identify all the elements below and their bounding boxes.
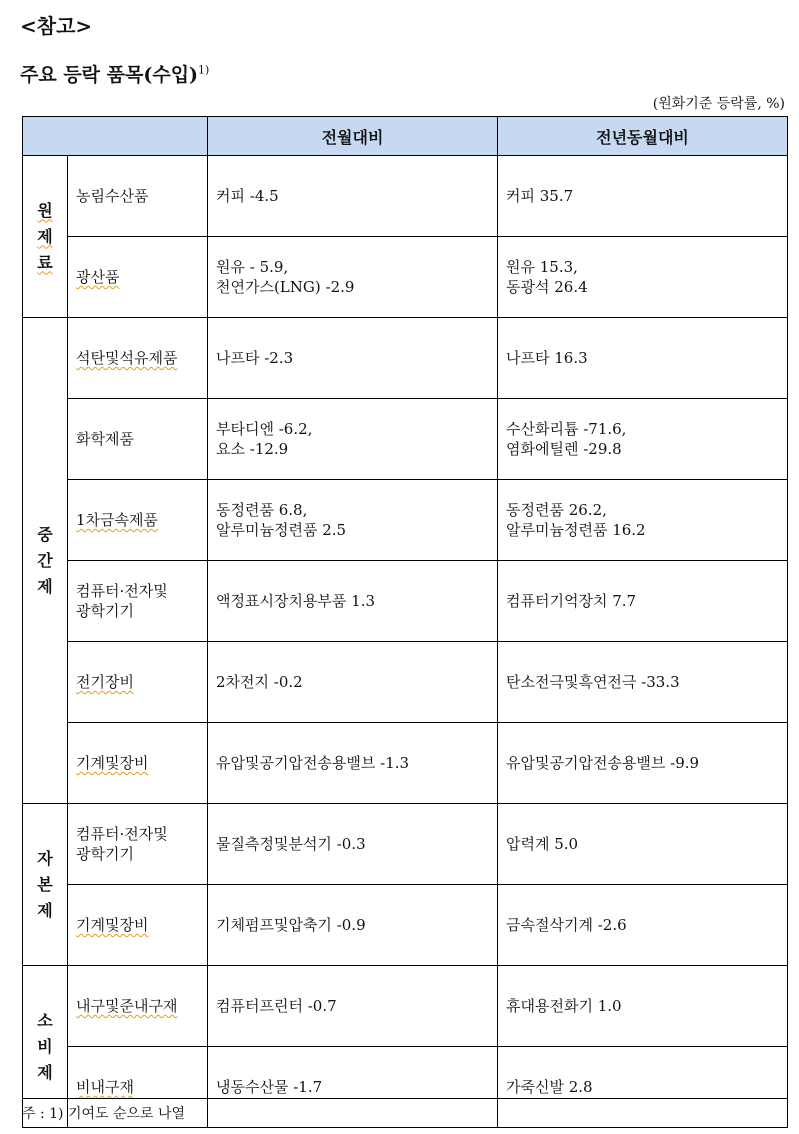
yoy-value: 압력계 5.0 xyxy=(506,835,579,853)
table-header-row xyxy=(23,117,788,156)
item-cell xyxy=(68,885,208,966)
mom-value: 유압및공기압전송용밸브 -1.3 xyxy=(216,754,410,772)
header-mom: 전월대비 xyxy=(208,117,498,156)
yoy-value: 가죽신발 2.8 xyxy=(506,1078,593,1096)
table-row xyxy=(23,966,788,1047)
item-label: 컴퓨터·전자및 광학기기 xyxy=(76,825,168,863)
mom-value: 액정표시장치용부품 1.3 xyxy=(216,592,376,610)
item-label: 기계및장비 xyxy=(76,754,149,772)
item-label: 내구및준내구재 xyxy=(76,997,178,1015)
header-yoy: 전년동월대비 xyxy=(498,117,788,156)
yoy-value: 원유 15.3, xyxy=(506,258,578,276)
footnote: 주 : 1) 기여도 순으로 나열 xyxy=(22,1098,787,1123)
yoy-cell xyxy=(498,723,788,804)
unit-note: (원화기준 등락률, %) xyxy=(652,96,785,112)
table-row xyxy=(23,561,788,642)
mom-value: 2차전지 -0.2 xyxy=(216,673,303,691)
yoy-cell xyxy=(498,642,788,723)
item-cell xyxy=(68,642,208,723)
table-body xyxy=(23,156,788,1128)
mom-value: 물질측정및분석기 -0.3 xyxy=(216,835,366,853)
mom-value: 기체펌프및압축기 -0.9 xyxy=(216,916,366,934)
yoy-value: 나프타 16.3 xyxy=(506,349,588,367)
mom-cell xyxy=(208,885,498,966)
yoy-cell xyxy=(498,480,788,561)
mom-value: 요소 -12.9 xyxy=(216,440,289,458)
table-row xyxy=(23,480,788,561)
yoy-cell xyxy=(498,561,788,642)
yoy-value: 휴대용전화기 1.0 xyxy=(506,997,622,1015)
item-label: 화학제품 xyxy=(76,430,134,448)
reference-label: <참고> xyxy=(20,14,93,38)
item-cell xyxy=(68,399,208,480)
mom-cell xyxy=(208,156,498,237)
yoy-cell xyxy=(498,804,788,885)
mom-cell xyxy=(208,804,498,885)
yoy-value: 동광석 26.4 xyxy=(506,278,588,296)
yoy-value: 금속절삭기계 -2.6 xyxy=(506,916,627,934)
mom-value: 천연가스(LNG) -2.9 xyxy=(216,278,355,296)
mom-cell xyxy=(208,318,498,399)
item-cell xyxy=(68,966,208,1047)
yoy-value: 염화에틸렌 -29.8 xyxy=(506,440,622,458)
mom-cell xyxy=(208,480,498,561)
title-footnote-mark: 1) xyxy=(198,63,210,77)
item-cell xyxy=(68,318,208,399)
mom-cell xyxy=(208,399,498,480)
yoy-value: 수산화리튬 -71.6, xyxy=(506,420,627,438)
yoy-value: 알루미늄정련품 16.2 xyxy=(506,521,646,539)
yoy-value: 탄소전극및흑연전극 -33.3 xyxy=(506,673,680,691)
item-label: 농림수산품 xyxy=(76,187,149,205)
mom-value: 나프타 -2.3 xyxy=(216,349,294,367)
yoy-value: 커피 35.7 xyxy=(506,187,574,205)
mom-cell xyxy=(208,966,498,1047)
yoy-cell xyxy=(498,318,788,399)
header-blank-cell xyxy=(23,117,208,156)
mom-cell xyxy=(208,237,498,318)
category-cell xyxy=(23,318,68,804)
item-cell xyxy=(68,156,208,237)
table-row xyxy=(23,804,788,885)
item-label: 1차금속제품 xyxy=(76,511,158,529)
item-label: 컴퓨터·전자및 광학기기 xyxy=(76,582,168,620)
mom-value: 알루미늄정련품 2.5 xyxy=(216,521,347,539)
category-label: 소 비 제 xyxy=(37,1010,53,1082)
mom-value: 원유 - 5.9, xyxy=(216,258,289,276)
item-label: 석탄및석유제품 xyxy=(76,349,178,367)
mom-value: 동정련품 6.8, xyxy=(216,501,308,519)
yoy-cell xyxy=(498,885,788,966)
item-label: 광산품 xyxy=(76,268,120,286)
table-row xyxy=(23,237,788,318)
category-cell xyxy=(23,156,68,318)
mom-cell xyxy=(208,642,498,723)
item-label: 전기장비 xyxy=(76,673,134,691)
item-cell xyxy=(68,804,208,885)
mom-cell xyxy=(208,561,498,642)
item-cell xyxy=(68,480,208,561)
table-row xyxy=(23,723,788,804)
item-label: 기계및장비 xyxy=(76,916,149,934)
table-row xyxy=(23,399,788,480)
item-cell xyxy=(68,561,208,642)
item-cell xyxy=(68,237,208,318)
yoy-cell xyxy=(498,237,788,318)
category-label: 원 제 료 xyxy=(37,200,53,272)
yoy-value: 동정련품 26.2, xyxy=(506,501,607,519)
yoy-value: 컴퓨터기억장치 7.7 xyxy=(506,592,637,610)
yoy-cell xyxy=(498,156,788,237)
category-label: 자 본 제 xyxy=(37,848,53,920)
mom-value: 부타디엔 -6.2, xyxy=(216,420,313,438)
table-row xyxy=(23,642,788,723)
category-label: 중 간 제 xyxy=(37,524,53,596)
category-cell xyxy=(23,804,68,966)
item-cell xyxy=(68,723,208,804)
import-price-table xyxy=(22,116,788,1128)
mom-value: 커피 -4.5 xyxy=(216,187,279,205)
yoy-cell xyxy=(498,399,788,480)
mom-value: 컴퓨터프린터 -0.7 xyxy=(216,997,337,1015)
mom-cell xyxy=(208,723,498,804)
table-row xyxy=(23,885,788,966)
page-title xyxy=(20,60,209,87)
mom-value: 냉동수산물 -1.7 xyxy=(216,1078,323,1096)
item-label: 비내구재 xyxy=(76,1078,134,1096)
yoy-value: 유압및공기압전송용밸브 -9.9 xyxy=(506,754,700,772)
page-title-text: 주요 등락 품목(수입) xyxy=(20,64,199,86)
table-row xyxy=(23,156,788,237)
yoy-cell xyxy=(498,966,788,1047)
table-row xyxy=(23,318,788,399)
